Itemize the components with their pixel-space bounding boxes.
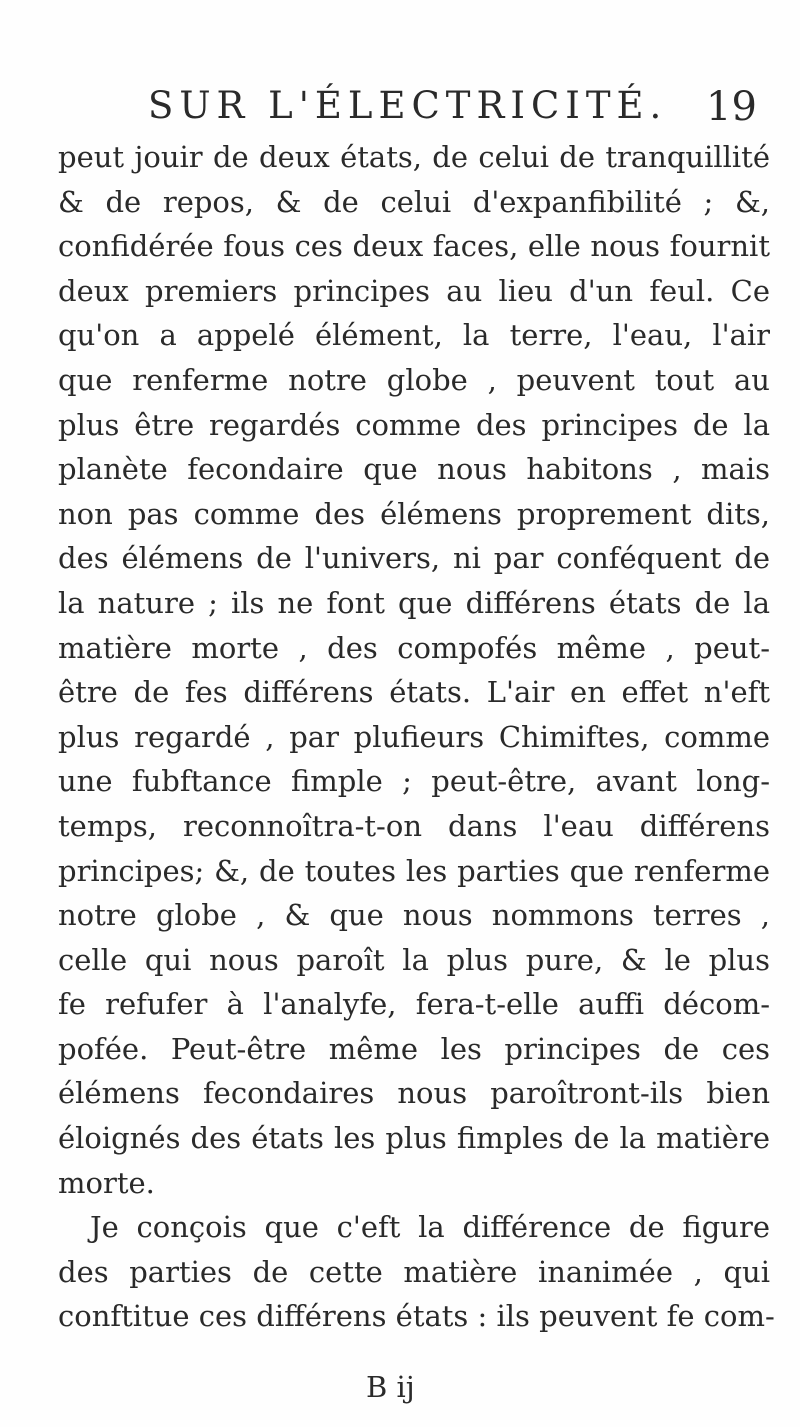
running-title: SUR L'ÉLECTRICITÉ. bbox=[148, 84, 668, 127]
text-line: temps, reconnoîtra-t-on dans l'eau différens bbox=[58, 808, 770, 843]
text-line: notre globe , & que nous nommons terres , bbox=[58, 898, 770, 933]
text-line: principes; &, de toutes les parties que renferme bbox=[58, 853, 770, 888]
text-line: deux premiers principes au lieu d'un feul. Ce bbox=[58, 273, 770, 308]
signature-mark: B ij bbox=[366, 1370, 415, 1404]
text-line: non pas comme des élémens proprement dits, bbox=[58, 496, 770, 531]
text-line: pofée. Peut-être même les principes de ces bbox=[58, 1031, 770, 1066]
text-line: être de fes différens états. L'air en effet n'eft bbox=[58, 675, 770, 710]
text-line: des parties de cette matière inanimée , qui bbox=[58, 1254, 770, 1289]
text-line: planète fecondaire que nous habitons , mais bbox=[58, 452, 770, 487]
text-line: plus être regardés comme des principes de la bbox=[58, 407, 770, 442]
page-number: 19 bbox=[706, 84, 757, 130]
text-line: élémens fecondaires nous paroîtront-ils bien bbox=[58, 1076, 770, 1111]
text-line: éloignés des états les plus fimples de la matière bbox=[58, 1121, 770, 1156]
text-line: morte. bbox=[58, 1165, 155, 1200]
text-line: conftitue ces différens états : ils peuvent fe com- bbox=[58, 1299, 775, 1334]
text-line: & de repos, & de celui d'expanfibilité ; &, bbox=[58, 184, 770, 219]
text-line: des élémens de l'univers, ni par conféquent de bbox=[58, 541, 770, 576]
text-line: la nature ; ils ne font que différens états de la bbox=[58, 585, 770, 620]
text-line: qu'on a appelé élément, la terre, l'eau, l'air bbox=[58, 318, 770, 353]
text-line: une fubftance fimple ; peut-être, avant long- bbox=[58, 764, 770, 799]
body-text bbox=[58, 135, 775, 1339]
text-line: confidérée fous ces deux faces, elle nous fournit bbox=[58, 229, 770, 264]
text-line: Je conçois que c'eft la différence de figure bbox=[90, 1210, 770, 1245]
text-line: matière morte , des compofés même , peut- bbox=[58, 630, 770, 665]
text-line: peut jouir de deux états, de celui de tranquillité bbox=[58, 140, 770, 174]
running-head bbox=[148, 84, 757, 134]
text-line: que renferme notre globe , peuvent tout au bbox=[58, 362, 770, 397]
text-line: fe refufer à l'analyfe, fera-t-elle auffi décom- bbox=[58, 987, 770, 1022]
text-line: celle qui nous paroît la plus pure, & le plus bbox=[58, 942, 770, 977]
text-line: plus regardé , par plufieurs Chimiftes, comme bbox=[58, 719, 770, 754]
